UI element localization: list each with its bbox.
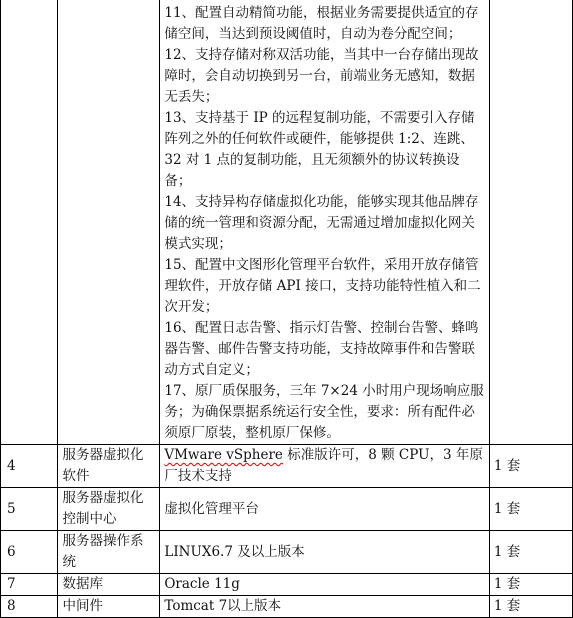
spec-cell: LINUX6.7 及以上版本 <box>160 531 489 574</box>
table-row <box>1 0 573 445</box>
qty-cell: 1 套 <box>489 445 572 488</box>
name-cell <box>58 0 160 445</box>
table-row <box>1 445 573 488</box>
name-cell: 服务器虚拟化软件 <box>58 445 160 488</box>
spec-cell: 虚拟化管理平台 <box>160 488 489 531</box>
table-row <box>1 488 573 531</box>
table-row <box>1 596 573 618</box>
spec-item: 13、支持基于 IP 的远程复制功能，不需要引入存储阵列之外的任何软件或硬件，能够提供 1:2、连跳、32 对 1 点的复制功能，且无须额外的协议转换设备； <box>164 110 475 189</box>
spec-text: 标准版许可，8 颗 CPU，3 年原厂技术支持 <box>164 447 483 484</box>
spec-cell: Tomcat 7以上版本 <box>160 596 489 618</box>
no-cell: 8 <box>1 596 58 618</box>
spec-item: 14、支持异构存储虚拟化功能，能够实现其他品牌存储的统一管理和资源分配，无需通过增加虚拟化网关模式实现； <box>164 194 479 252</box>
spec-item: 16、配置日志告警、指示灯告警、控制台告警、蜂鸣器告警、邮件告警支持功能，支持故障事件和告警联动方式自定义； <box>164 320 479 378</box>
spec-cell <box>160 445 489 488</box>
spec-item: 11、配置自动精简功能，根据业务需要提供适宜的存储空间，当达到预设阈值时，自动为卷分配空间； <box>164 5 479 42</box>
spec-cell: Oracle 11g <box>160 574 489 596</box>
table-row <box>1 531 573 574</box>
no-cell: 5 <box>1 488 58 531</box>
name-cell: 服务器操作系统 <box>58 531 160 574</box>
no-cell: 6 <box>1 531 58 574</box>
no-cell <box>1 0 58 445</box>
name-cell: 数据库 <box>58 574 160 596</box>
table-row <box>1 574 573 596</box>
brand-text: VMware vSphere <box>164 447 283 463</box>
qty-cell: 1 套 <box>489 574 572 596</box>
no-cell: 7 <box>1 574 58 596</box>
qty-cell <box>489 0 572 445</box>
spec-cell <box>160 0 489 445</box>
spec-item: 17、原厂质保服务，三年 7×24 小时用户现场响应服务；为确保票据系统运行安全性，要求：所有配件必须原厂原装，整机原厂保修。 <box>164 383 484 441</box>
qty-cell: 1 套 <box>489 596 572 618</box>
no-cell: 4 <box>1 445 58 488</box>
name-cell: 服务器虚拟化控制中心 <box>58 488 160 531</box>
spec-item: 12、支持存储对称双活功能，当其中一台存储出现故障时，会自动切换到另一台，前端业务无感知，数据无丢失； <box>164 47 479 105</box>
qty-cell: 1 套 <box>489 531 572 574</box>
spec-item: 15、配置中文图形化管理平台软件，采用开放存储管理软件，开放存储 API 接口，支持功能特性植入和二次开发； <box>164 257 481 315</box>
qty-cell: 1 套 <box>489 488 572 531</box>
name-cell: 中间件 <box>58 596 160 618</box>
